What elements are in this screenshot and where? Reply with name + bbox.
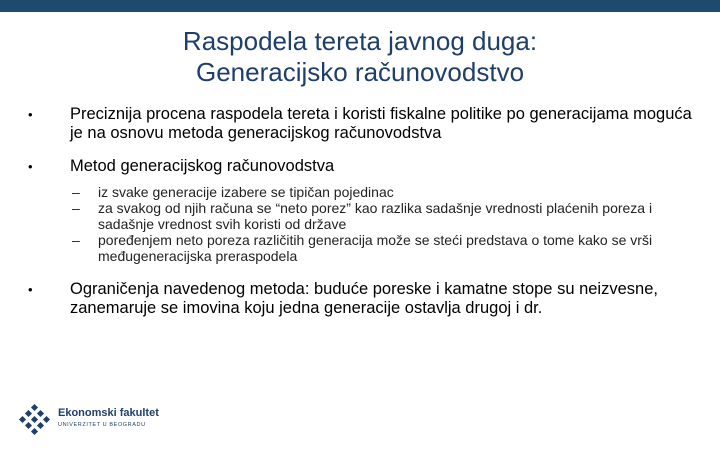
logo-name: Ekonomski fakultet xyxy=(58,407,159,419)
slide-content xyxy=(28,105,708,318)
sub-item-2 xyxy=(28,200,708,232)
bullet-marker: • xyxy=(28,159,33,174)
sub-list xyxy=(28,184,708,264)
bullet-2-text: Metod generacijskog računovodstva xyxy=(70,157,335,175)
dash-marker: – xyxy=(72,200,80,216)
dash-marker: – xyxy=(72,184,80,200)
slide-title xyxy=(80,26,640,88)
dash-marker: – xyxy=(72,232,80,248)
bullet-marker: • xyxy=(28,282,33,297)
bullet-2 xyxy=(28,157,708,176)
bullet-1-text: Preciznija procena raspodela tereta i koristi fiskalne politike po generacijama moguća je na osnovu metoda generacijskog računovodstva xyxy=(70,105,692,142)
logo-dots-icon xyxy=(18,403,54,439)
sub-item-1 xyxy=(28,184,708,200)
bullet-1 xyxy=(28,105,708,143)
top-bar xyxy=(0,0,720,12)
title-line-2: Generacijsko računovodstvo xyxy=(195,57,525,87)
title-line-1: Raspodela tereta javnog duga: xyxy=(182,26,538,56)
sub-item-1-text: iz svake generacije izabere se tipičan pojedinac xyxy=(98,184,394,200)
logo-subtitle: UNIVERZITET U BEOGRADU xyxy=(58,422,146,428)
bullet-3 xyxy=(28,280,708,318)
bullet-3-text: Ograničenja navedenog metoda: buduće poreske i kamatne stope su neizvesne, zanemaruje se imovina koju jedna generacije ostavlja drugoj i dr. xyxy=(70,280,658,317)
sub-item-3-text: poređenjem neto poreza različitih generacija može se steći predstava o tome kako se vrši međugeneracijska preraspodela xyxy=(98,232,653,264)
faculty-logo xyxy=(18,403,218,443)
sub-item-3 xyxy=(28,232,708,264)
bullet-marker: • xyxy=(28,107,33,122)
sub-item-2-text: za svakog od njih računa se “neto porez” kao razlika sadašnje vrednosti plaćenih poreza i sadašnje vrednost svih koristi od države xyxy=(98,200,653,232)
